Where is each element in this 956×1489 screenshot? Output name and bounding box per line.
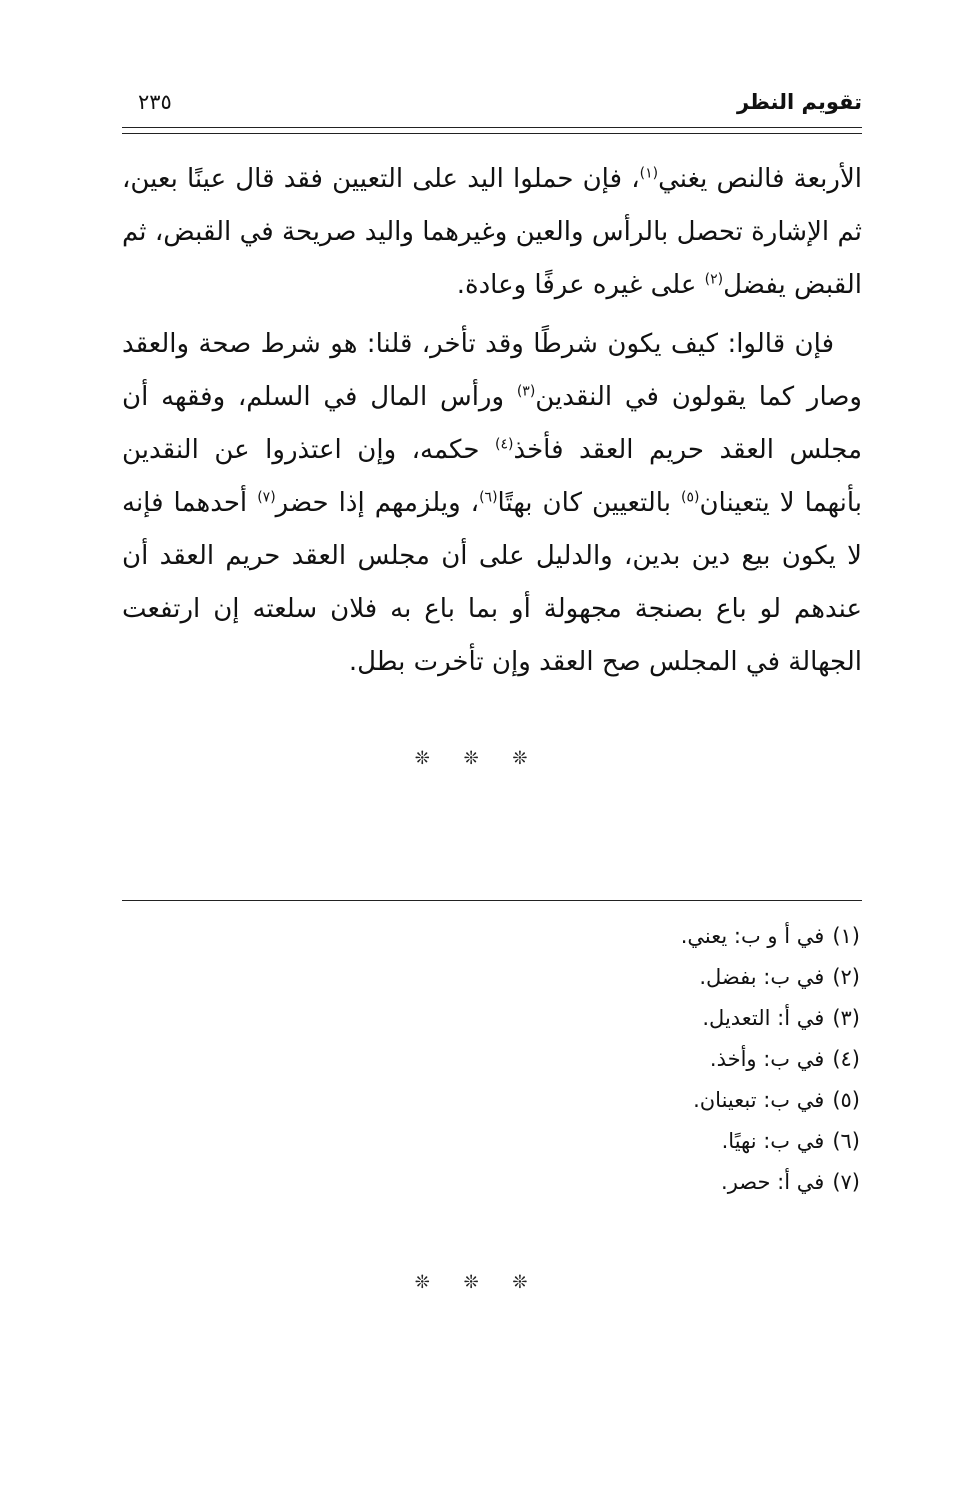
footnote-number: (٥) — [832, 1088, 860, 1112]
paragraph-text: حكمه، وإن اعتذروا عن النقدين بأنهما لا يتعينان — [122, 435, 862, 518]
footnote-text: في أ و ب: يعني. — [680, 924, 825, 948]
footnote-marker: (١) — [639, 165, 659, 182]
footnote-item — [360, 957, 860, 998]
footnote-number: (١) — [832, 924, 860, 948]
paragraph-2 — [122, 318, 862, 689]
paragraph-text: ، فإن حملوا اليد على التعيين فقد قال عينًا بعين، ثم الإشارة تحصل بالرأس والعين وغيرهما واليد صريحة في القبض، ثم القبض يفضل — [122, 164, 862, 300]
header-rule-top — [122, 127, 862, 128]
footnote-marker: (٢) — [704, 271, 724, 288]
footnote-text: في أ: حصر. — [721, 1170, 825, 1194]
paragraph-1 — [122, 153, 862, 312]
footnote-rule — [122, 900, 862, 901]
footnote-marker: (٤) — [494, 436, 514, 453]
paragraph-text: على غيره عرفًا وعادة. — [456, 270, 705, 300]
running-title: تقويم النظر — [736, 90, 862, 114]
footnote-number: (٦) — [832, 1129, 860, 1153]
footnote-item — [360, 1080, 860, 1121]
paragraph-text: ، ويلزمهم إذا حضر — [275, 488, 480, 518]
paragraph-text: فإن قالوا: كيف يكون شرطًا وقد تأخر، قلنا: هو شرط صحة والعقد وصار كما يقولون في النقدين — [122, 329, 862, 412]
footnotes-list — [360, 916, 860, 1203]
paragraph-text: بالتعيين كان بهتًا — [497, 488, 681, 518]
footnote-marker: (٥) — [680, 489, 700, 506]
footnote-number: (٢) — [832, 965, 860, 989]
footnote-text: في أ: التعديل. — [702, 1006, 825, 1030]
footnote-text: في ب: نهيًا. — [721, 1129, 825, 1153]
page-end-separator: ❊ ❊ ❊ — [414, 1272, 542, 1293]
page-number: ٢٣٥ — [138, 90, 172, 114]
section-separator: ❊ ❊ ❊ — [414, 748, 542, 769]
footnote-number: (٤) — [832, 1047, 860, 1071]
footnote-item — [360, 1039, 860, 1080]
paragraph-text: ورأس المال في السلم، وفقهه أن مجلس العقد حريم العقد فأخذ — [122, 382, 862, 465]
paragraph-text: الأربعة فالنص يغني — [658, 164, 862, 194]
paragraph-text: أحدهما فإنه لا يكون بيع دين بدين، والدليل على أن مجلس العقد حريم العقد أن عندهم لو باع بصنجة مجهولة أو بما باع به فلان سلعته إن ارتفعت الجهالة في المجلس صح العقد وإن تأخرت بطل. — [122, 488, 862, 677]
footnote-item — [360, 916, 860, 957]
page-header — [122, 82, 862, 126]
footnote-marker: (٦) — [479, 489, 498, 506]
footnote-text: في ب: وأخذ. — [709, 1047, 825, 1071]
header-rule-bottom — [122, 133, 862, 134]
footnote-number: (٧) — [832, 1170, 860, 1194]
footnote-text: في ب: تبعينان. — [693, 1088, 825, 1112]
footnote-marker: (٧) — [257, 489, 276, 506]
footnote-item — [360, 1121, 860, 1162]
footnote-item — [360, 1162, 860, 1203]
footnote-item — [360, 998, 860, 1039]
footnote-text: في ب: بفضل. — [699, 965, 825, 989]
footnote-marker: (٣) — [516, 383, 536, 400]
footnote-number: (٣) — [832, 1006, 860, 1030]
